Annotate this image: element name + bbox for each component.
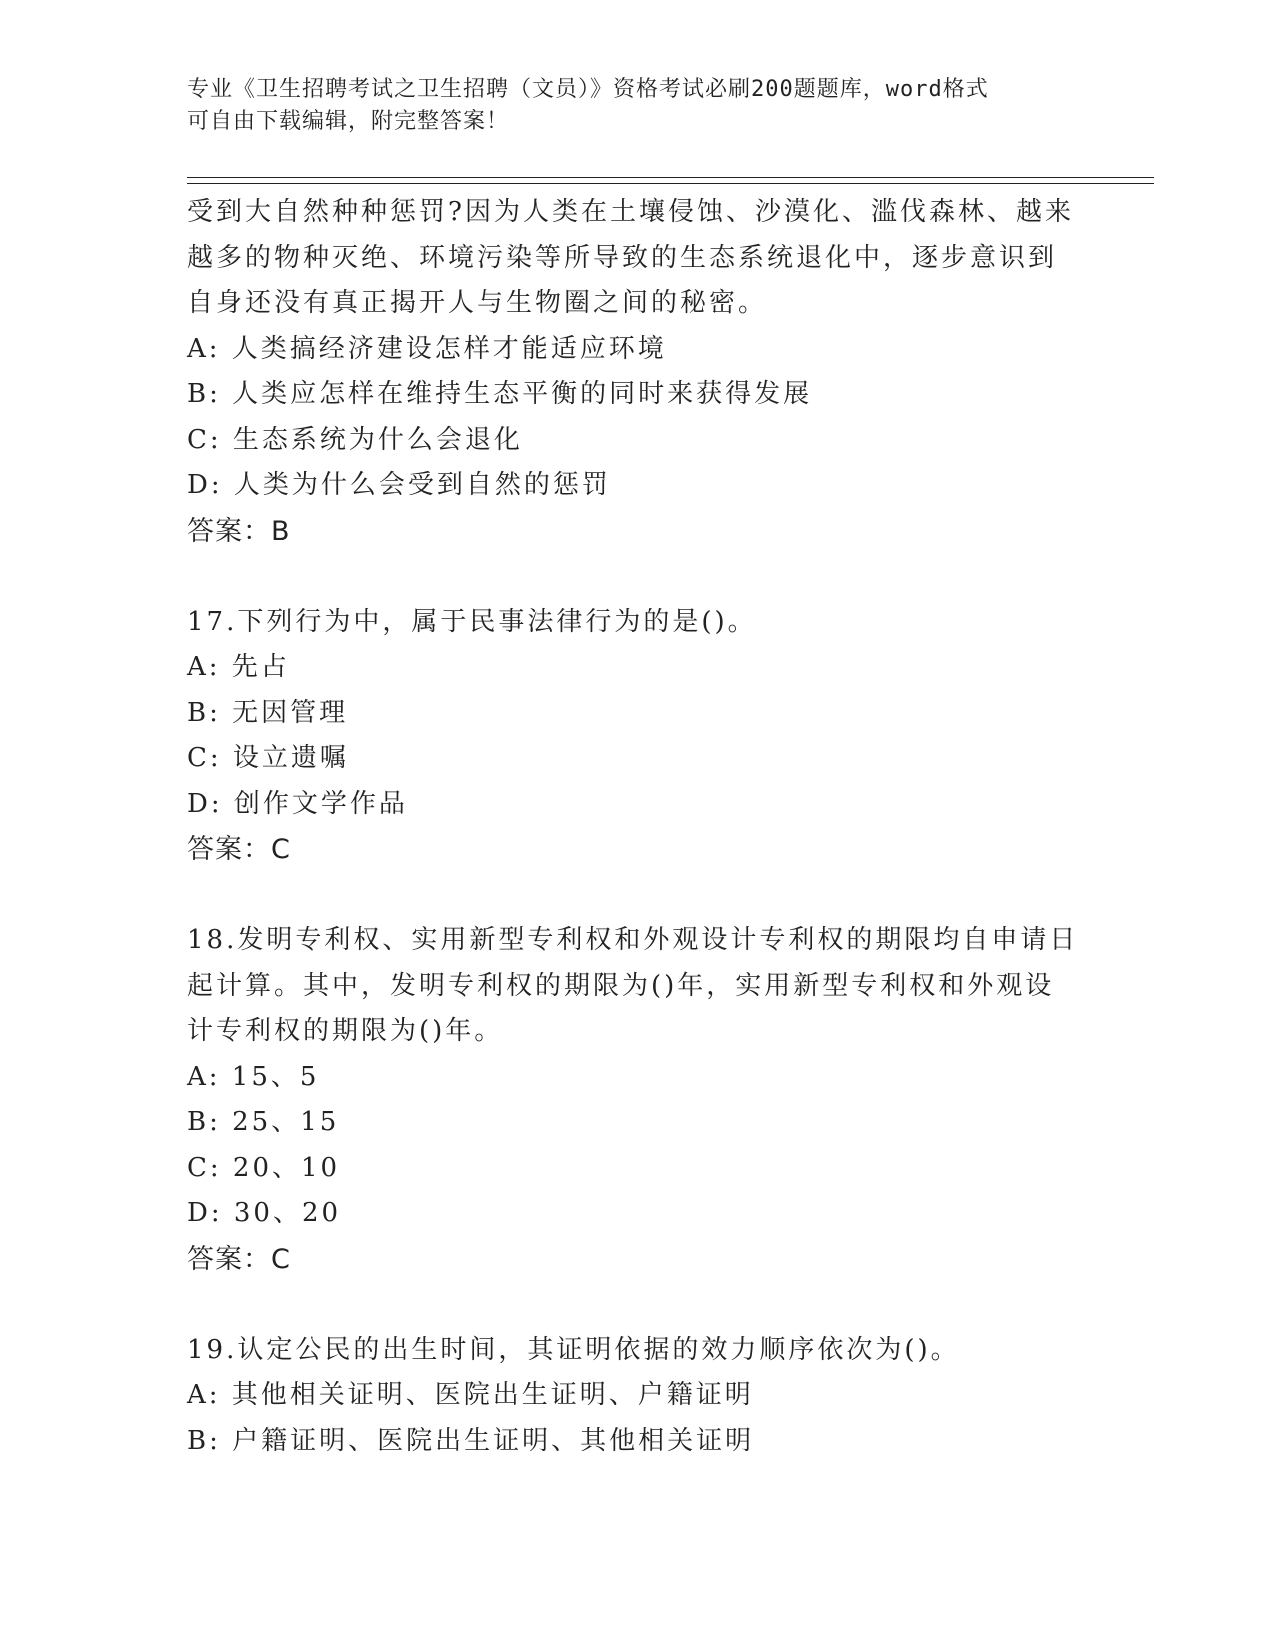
question-stem-line: 受到大自然种种惩罚?因为人类在土壤侵蚀、沙漠化、滥伐森林、越来 xyxy=(187,197,1074,227)
question-18 xyxy=(187,918,1147,1282)
option-b: B: 无因管理 xyxy=(187,697,349,728)
question-stem-line: 18.发明专利权、实用新型专利权和外观设计专利权的期限均自申请日 xyxy=(187,925,1079,955)
option-a: A: 人类搞经济建设怎样才能适应环境 xyxy=(187,333,667,364)
question-stem-line: 计专利权的期限为()年。 xyxy=(187,1016,504,1046)
question-stem-line: 起计算。其中，发明专利权的期限为()年，实用新型专利权和外观设 xyxy=(187,970,1055,1001)
option-b: B: 25、15 xyxy=(187,1107,340,1137)
question-16 xyxy=(187,190,1147,554)
option-d: D: 人类为什么会受到自然的惩罚 xyxy=(187,470,611,500)
header-divider-bottom xyxy=(187,183,1154,184)
option-a: A: 先占 xyxy=(187,652,290,682)
option-b: B: 人类应怎样在维持生态平衡的同时来获得发展 xyxy=(187,379,813,409)
question-stem-line: 越多的物种灭绝、环境污染等所导致的生态系统退化中，逐步意识到 xyxy=(187,242,1058,273)
question-gap xyxy=(187,873,1147,919)
option-d: D: 30、20 xyxy=(187,1198,342,1228)
answer-label: 答案：B xyxy=(187,515,291,547)
question-19 xyxy=(187,1328,1147,1465)
header-divider-top xyxy=(187,177,1154,178)
header-title-line-1: 专业《卫生招聘考试之卫生招聘（文员）》资格考试必刷200题题库，word格式 xyxy=(187,77,989,102)
question-17 xyxy=(187,600,1147,873)
answer-label: 答案：C xyxy=(187,1243,291,1275)
option-c: C: 20、10 xyxy=(187,1152,341,1183)
option-c: C: 设立遗嘱 xyxy=(187,743,349,773)
question-gap xyxy=(187,554,1147,600)
question-stem-line: 19.认定公民的出生时间，其证明依据的效力顺序依次为()。 xyxy=(187,1334,960,1365)
option-a: A: 15、5 xyxy=(187,1061,320,1092)
question-gap xyxy=(187,1282,1147,1328)
question-list xyxy=(187,190,1147,1464)
answer-label: 答案：C xyxy=(187,834,291,865)
option-d: D: 创作文学作品 xyxy=(187,788,408,819)
option-b: B: 户籍证明、医院出生证明、其他相关证明 xyxy=(187,1425,755,1456)
option-a: A: 其他相关证明、医院出生证明、户籍证明 xyxy=(187,1380,754,1410)
document-header xyxy=(187,74,1067,138)
question-stem-line: 17.下列行为中，属于民事法律行为的是()。 xyxy=(187,606,757,637)
header-title-line-2: 可自由下载编辑，附完整答案！ xyxy=(187,109,510,134)
question-stem-line: 自身还没有真正揭开人与生物圈之间的秘密。 xyxy=(187,288,768,318)
option-c: C: 生态系统为什么会退化 xyxy=(187,424,523,455)
